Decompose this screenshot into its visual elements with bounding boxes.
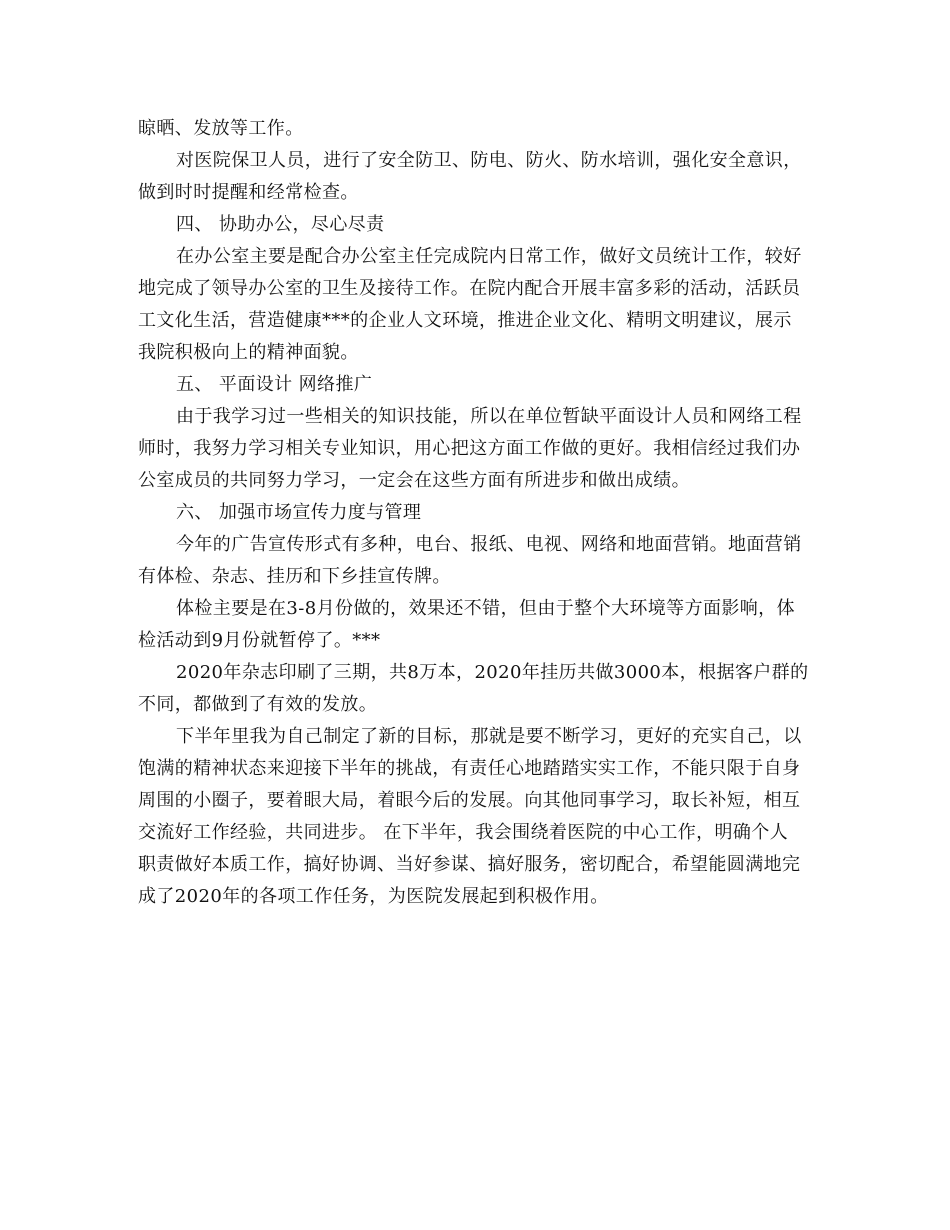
text-line: 有体检、杂志、挂历和下乡挂宣传牌。: [138, 566, 451, 587]
text-line: 成了2020年的各项工作任务，为医院发展起到积极作用。: [138, 886, 609, 907]
text-line: 体检主要是在3-8月份做的，效果还不错，但由于整个大环境等方面影响，体: [176, 598, 795, 619]
text-line: 周围的小圈子，要着眼大局，着眼今后的发展。向其他同事学习，取长补短，相互: [138, 790, 801, 811]
text-line: 检活动到9月份就暂停了。***: [138, 630, 381, 651]
text-line: 我院积极向上的精神面貌。: [138, 342, 359, 363]
text-line: 在办公室主要是配合办公室主任完成院内日常工作，做好文员统计工作，较好: [176, 246, 802, 267]
text-line: 对医院保卫人员，进行了安全防卫、防电、防火、防水培训，强化安全意识，: [176, 150, 802, 171]
text-line: 做到时时提醒和经常检查。: [138, 182, 359, 203]
text-line: 六、 加强市场宣传力度与管理: [176, 502, 422, 523]
text-line: 饱满的精神状态来迎接下半年的挑战，有责任心地踏踏实实工作，不能只限于自身: [138, 758, 801, 779]
text-line: 不同，都做到了有效的发放。: [138, 694, 378, 715]
text-line: 今年的广告宣传形式有多种，电台、报纸、电视、网络和地面营销。地面营销: [176, 534, 802, 555]
text-line: 晾晒、发放等工作。: [138, 118, 304, 139]
text-line: 2020年杂志印刷了三期，共8万本，2020年挂历共做3000本，根据客户群的: [176, 662, 809, 683]
text-line: 师时，我努力学习相关专业知识，用心把这方面工作做的更好。我相信经过我们办: [138, 438, 801, 459]
text-line: 职责做好本质工作，搞好协调、当好参谋、搞好服务，密切配合，希望能圆满地完: [138, 854, 801, 875]
text-line: 交流好工作经验，共同进步。 在下半年，我会围绕着医院的中心工作，明确个人: [138, 822, 789, 843]
document-body: [138, 113, 814, 913]
text-line: 下半年里我为自己制定了新的目标，那就是要不断学习，更好的充实自己，以: [176, 726, 802, 747]
text-line: 四、 协助办公，尽心尽责: [176, 214, 385, 235]
text-line: 地完成了领导办公室的卫生及接待工作。在院内配合开展丰富多彩的活动，活跃员: [138, 278, 801, 299]
text-line: 由于我学习过一些相关的知识技能，所以在单位暂缺平面设计人员和网络工程: [176, 406, 802, 427]
text-line: 五、 平面设计 网络推广: [176, 374, 373, 395]
text-line: 工文化生活，营造健康***的企业人文环境，推进企业文化、精明文明建议，展示: [138, 310, 792, 331]
text-line: 公室成员的共同努力学习，一定会在这些方面有所进步和做出成绩。: [138, 470, 690, 491]
